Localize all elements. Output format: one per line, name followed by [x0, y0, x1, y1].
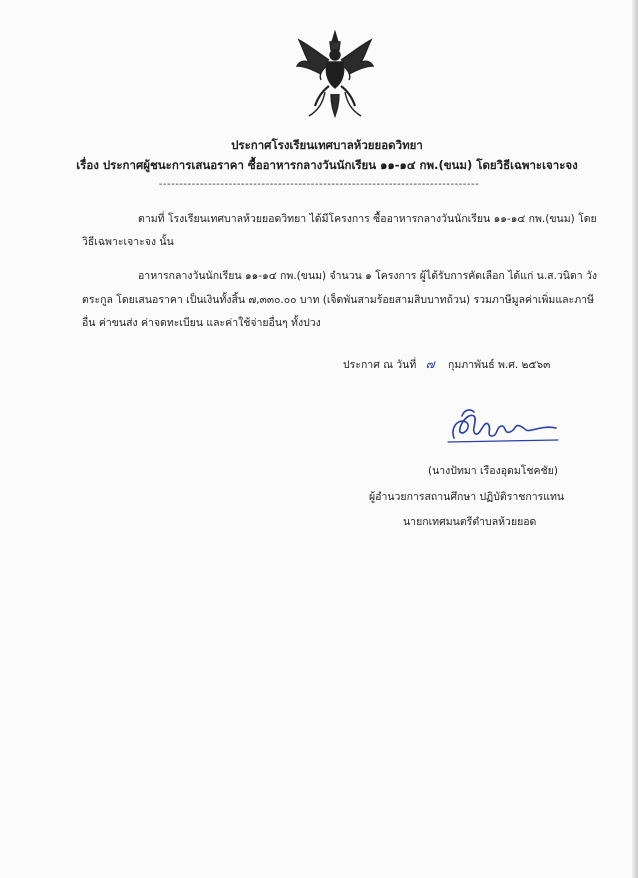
signature-icon — [440, 402, 565, 452]
announce-prefix: ประกาศ ณ วันที่ — [343, 359, 417, 371]
announcement-date — [343, 355, 550, 374]
body-line-1: ตามที่ โรงเรียนเทศบาลห้วยยอดวิทยา ได้มีโครงการ ซื้ออาหารกลางวันนักเรียน ๑๑-๑๔ กพ.(ขนม) โดย — [138, 213, 597, 225]
scan-edge — [632, 0, 638, 878]
divider-line: ------------------------------------------------------------------------------ — [158, 179, 480, 190]
signer-position-2: นายกเทศมนตรีตำบลห้วยยอด — [403, 516, 537, 528]
garuda-emblem-icon — [295, 30, 375, 118]
body-line-2: วิธีเฉพาะเจาะจง นั้น — [82, 236, 174, 248]
announce-day: ๗ — [425, 357, 435, 371]
signer-position-1: ผู้อำนวยการสถานศึกษา ปฏิบัติราชการแทน — [369, 491, 565, 503]
body-line-5: อื่น ค่าขนส่ง ค่าจดทะเบียน และค่าใช้จ่ายอื่นๆ ทั้งปวง — [82, 317, 321, 329]
announce-month-year: กุมภาพันธ์ พ.ศ. ๒๕๖๓ — [448, 359, 551, 371]
document-subject: เรื่อง ประกาศผู้ชนะการเสนอราคา ซื้ออาหารกลางวันนักเรียน ๑๑-๑๔ กพ.(ขนม) โดยวิธีเฉพาะเจาะจง — [76, 158, 578, 172]
body-line-4: ตระกูล โดยเสนอราคา เป็นเงินทั้งสิ้น ๗,๓๓๐.๐๐ บาท (เจ็ดพันสามร้อยสามสิบบาทถ้วน) รวมภาษีมูลค่าเพิ่มและภาษี — [82, 294, 594, 306]
document-title: ประกาศโรงเรียนเทศบาลห้วยยอดวิทยา — [231, 138, 423, 152]
signer-name: (นางปัทมา เรืองอุดมโชคชัย) — [428, 465, 558, 477]
body-line-3: อาหารกลางวันนักเรียน ๑๑-๑๔ กพ.(ขนม) จำนวน ๑ โครงการ ผู้ได้รับการคัดเลือก ได้แก่ น.ส.วนิดา วัง — [138, 270, 598, 282]
